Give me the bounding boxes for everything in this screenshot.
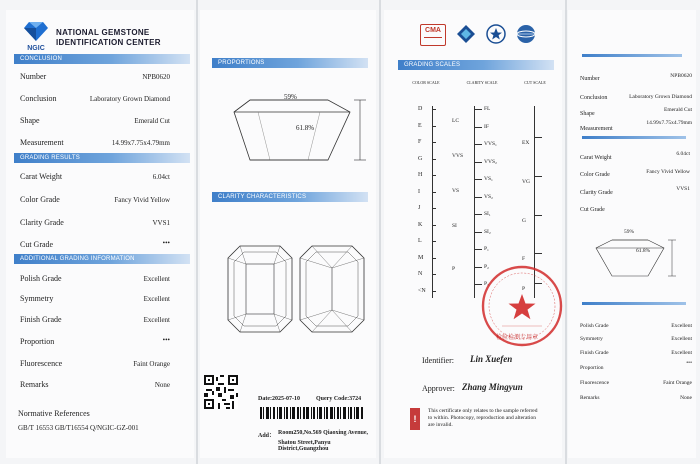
clarity-group-label: VS: [452, 187, 460, 194]
qr-code: [204, 375, 238, 409]
identifier-signature: Lin Xuefen: [470, 354, 513, 364]
summary-color-label: Color Grade: [580, 172, 610, 178]
clarity-scale-tick: [474, 232, 482, 233]
clarity-scale-tick: [474, 162, 482, 163]
identifier-label: Identifier:: [422, 356, 454, 365]
query-code: Query Code:3724: [316, 396, 362, 402]
symmetry-label: Symmetry: [20, 294, 54, 303]
summary-clarity-value: VVS1: [676, 186, 690, 192]
summary-shape-value: Emerald Cut: [664, 107, 692, 113]
summary-polish-value: Excellent: [671, 323, 692, 329]
color-scale-tick: [432, 109, 436, 110]
summary-clarity-label: Clarity Grade: [580, 190, 613, 196]
panel-summary: [568, 10, 696, 458]
color-scale-grade: K: [418, 221, 423, 228]
summary-number-value: NPB0620: [670, 73, 692, 79]
clarity-scale-tick: [474, 197, 482, 198]
color-scale-grade: H: [418, 172, 423, 178]
cut-grade-value: •••: [162, 239, 170, 247]
approver-signature: Zhang Mingyun: [462, 382, 523, 392]
number-label: Number: [20, 72, 47, 81]
summary-conclusion-label: Conclusion: [580, 95, 608, 101]
proportion-label: Proportion: [20, 337, 55, 346]
cma-logo-icon: CMA: [420, 24, 446, 46]
panel-conclusion: [6, 10, 194, 458]
summary-bottom-bar: [582, 302, 686, 305]
summary-number-label: Number: [580, 76, 600, 82]
proportions-header: PROPORTIONS: [212, 58, 368, 68]
conclusion-header: CONCLUSION: [14, 54, 190, 64]
panel-proportions: [200, 10, 376, 458]
clarity-scale-grade: VVS₁: [484, 141, 497, 147]
report-date: Date:2025-07-10: [258, 396, 300, 402]
clarity-scale-title: CLARITY SCALE: [466, 80, 498, 85]
color-scale-grade: F: [418, 139, 422, 145]
clarity-scale-grade: VS₂: [484, 193, 493, 200]
diamond-cert-logo-icon: [456, 24, 476, 44]
color-scale-tick: [432, 175, 436, 176]
clarity-scale-tick: [474, 109, 482, 110]
clarity-scale-grade: P₂: [484, 263, 489, 270]
logo-text: NGIC: [27, 45, 45, 52]
color-scale-tick: [432, 192, 436, 193]
normative-value: GB/T 16553 GB/T16554 Q/NGIC-GZ-001: [18, 424, 139, 432]
summary-top-bar: [582, 54, 682, 57]
approver-label: Approver:: [422, 384, 455, 393]
disclaimer-line3: are invalid.: [428, 422, 453, 428]
color-scale-grade: M: [418, 254, 424, 261]
clarity-plot-diagram: [200, 238, 376, 348]
clarity-group-label: VVS: [452, 152, 464, 159]
summary-finish-value: Excellent: [671, 350, 692, 356]
cut-scale-tick: [534, 253, 542, 254]
barcode: [260, 407, 364, 419]
summary-symmetry-label: Symmetry: [580, 336, 603, 342]
summary-mid-bar: [582, 136, 686, 139]
summary-measurement-label: Measurement: [580, 126, 613, 132]
summary-shape-label: Shape: [580, 111, 595, 117]
summary-remarks-label: Remarks: [580, 395, 600, 401]
clarity-scale-tick: [474, 249, 482, 250]
cut-scale-title: CUT SCALE: [524, 80, 546, 85]
clarity-scale-grade: P₁: [484, 246, 489, 252]
diamond-logo-icon: [22, 20, 50, 42]
summary-fluorescence-label: Fluorescence: [580, 380, 610, 386]
fluorescence-label: Fluorescence: [20, 359, 63, 368]
brand-name-line2: IDENTIFICATION CENTER: [56, 38, 161, 47]
symmetry-value: Excellent: [143, 295, 170, 303]
summary-depth-percent: 61.8%: [636, 248, 651, 254]
summary-proportions-diagram: [578, 230, 688, 290]
color-scale-tick: [432, 142, 436, 143]
address-label: Add：: [258, 433, 276, 439]
color-scale-grade: N: [418, 271, 423, 277]
color-scale-tick: [432, 126, 436, 127]
clarity-grade-label: Clarity Grade: [20, 218, 64, 227]
color-scale-grade: J: [418, 205, 421, 211]
additional-info-header: ADDITIONAL GRADING INFORMATION: [14, 254, 190, 264]
summary-remarks-value: None: [680, 395, 692, 401]
stamp-text: 检验检测专用章: [496, 334, 539, 341]
summary-measurement-value: 14.99x7.75x4.79mm: [646, 120, 692, 126]
summary-cut-label: Cut Grade: [580, 207, 605, 213]
conclusion-value: Laboratory Grown Diamond: [89, 95, 170, 103]
disclaimer-line2: to within. Photocopy, reproduction and alteration: [428, 415, 536, 421]
color-scale-grade: G: [418, 155, 423, 162]
fold-line-2: [379, 0, 381, 464]
color-scale-grade: <N: [418, 287, 426, 294]
summary-finish-label: Finish Grade: [580, 350, 609, 356]
color-scale-tick: [432, 241, 436, 242]
normative-title: Normative References: [18, 409, 90, 418]
summary-symmetry-value: Excellent: [671, 336, 692, 342]
warning-icon: !: [410, 408, 420, 430]
accreditation-logos: [420, 24, 550, 46]
clarity-scale-tick: [474, 144, 482, 145]
finish-label: Finish Grade: [20, 315, 62, 324]
disclaimer-line1: This certificate only relates to the sample referred: [428, 408, 538, 414]
clarity-scale-grade: VVS₂: [484, 158, 497, 165]
cut-scale-tick: [534, 176, 542, 177]
clarity-scale-tick: [474, 179, 482, 180]
color-scale-grade: D: [418, 106, 423, 112]
cut-scale-grade: EX: [522, 140, 530, 146]
address-line1: Room250,No.569 Qiaoxing Avenue,: [278, 430, 369, 436]
color-scale-tick: [432, 208, 436, 209]
cut-scale-tick: [534, 137, 542, 138]
clarity-scale-tick: [474, 214, 482, 215]
shape-value: Emerald Cut: [134, 117, 170, 125]
clarity-scale-grade: P₃: [484, 281, 489, 287]
ngic-logo: [22, 20, 50, 52]
depth-percent: 61.8%: [296, 124, 315, 132]
fold-line-1: [196, 0, 198, 464]
clarity-characteristics-header: CLARITY CHARACTERISTICS: [212, 192, 368, 202]
cut-scale-grade: F: [522, 255, 526, 262]
cut-scale-tick: [534, 215, 542, 216]
proportion-value: •••: [162, 336, 170, 344]
cut-scale-grade: P: [522, 286, 526, 293]
clarity-scale-grade: SI₁: [484, 211, 491, 217]
clarity-group-label: SI: [452, 222, 457, 229]
clarity-scale-grade: VS₁: [484, 176, 493, 182]
remarks-value: None: [154, 381, 170, 389]
carat-label: Carat Weight: [20, 172, 63, 181]
measurement-value: 14.99x7.75x4.79mm: [111, 139, 170, 147]
cut-scale-grade: VG: [522, 179, 530, 186]
remarks-label: Remarks: [20, 380, 49, 389]
polish-value: Excellent: [143, 275, 170, 283]
color-scale-grade: I: [418, 188, 420, 195]
carat-value: 6.04ct: [152, 173, 170, 181]
color-scale: [418, 106, 442, 306]
address-line2: Shatou Street,Panyu District,Guangzhou: [278, 440, 331, 452]
clarity-scale-grade: IF: [484, 123, 489, 130]
measurement-label: Measurement: [20, 138, 64, 147]
cut-grade-label: Cut Grade: [20, 240, 54, 249]
summary-carat-label: Carat Weight: [580, 155, 612, 161]
summary-proportion-label: Proportion: [580, 365, 604, 371]
clarity-scale-grade: SI₂: [484, 228, 491, 235]
grading-results-header: GRADING RESULTS: [14, 153, 190, 163]
clarity-group-label: P: [452, 266, 456, 273]
cut-scale-grade: G: [522, 218, 526, 225]
summary-fluorescence-value: Faint Orange: [663, 380, 692, 386]
summary-table-percent: 59%: [624, 229, 635, 235]
color-scale-tick: [432, 159, 436, 160]
clarity-group-label: LC: [452, 117, 460, 124]
globe-cert-logo-icon: [516, 24, 536, 44]
color-scale-tick: [432, 225, 436, 226]
summary-proportion-value: •••: [686, 360, 692, 366]
summary-polish-label: Polish Grade: [580, 323, 609, 329]
clarity-scale-grade: FL: [484, 106, 491, 112]
fold-line-3: [565, 0, 567, 464]
color-scale-tick: [432, 274, 436, 275]
polish-label: Polish Grade: [20, 274, 62, 283]
fluorescence-value: Faint Orange: [133, 360, 170, 368]
clarity-scale-tick: [474, 127, 482, 128]
number-value: NPB0620: [142, 73, 170, 81]
disclaimer-box: [410, 408, 552, 436]
clarity-grade-value: VVS1: [152, 219, 170, 227]
color-grade-label: Color Grade: [20, 195, 60, 204]
summary-conclusion-value: Laboratory Grown Diamond: [629, 94, 692, 100]
summary-carat-value: 6.04ct: [676, 151, 690, 157]
shape-label: Shape: [20, 116, 40, 125]
color-scale-grade: E: [418, 122, 422, 129]
color-scale-tick: [432, 291, 436, 292]
conclusion-label: Conclusion: [20, 94, 57, 103]
summary-color-value: Fancy Vivid Yellow: [646, 169, 690, 175]
color-scale-title: COLOR SCALE: [412, 80, 440, 85]
table-percent: 59%: [284, 93, 297, 101]
color-grade-value: Fancy Vivid Yellow: [114, 196, 170, 204]
panel-grading-scales: [384, 10, 562, 458]
brand-name-line1: NATIONAL GEMSTONE: [56, 28, 150, 37]
grading-scales-header: GRADING SCALES: [398, 60, 554, 70]
star-cert-logo-icon: [486, 24, 506, 44]
color-scale-grade: L: [418, 238, 422, 244]
color-scale-tick: [432, 258, 436, 259]
finish-value: Excellent: [143, 316, 170, 324]
